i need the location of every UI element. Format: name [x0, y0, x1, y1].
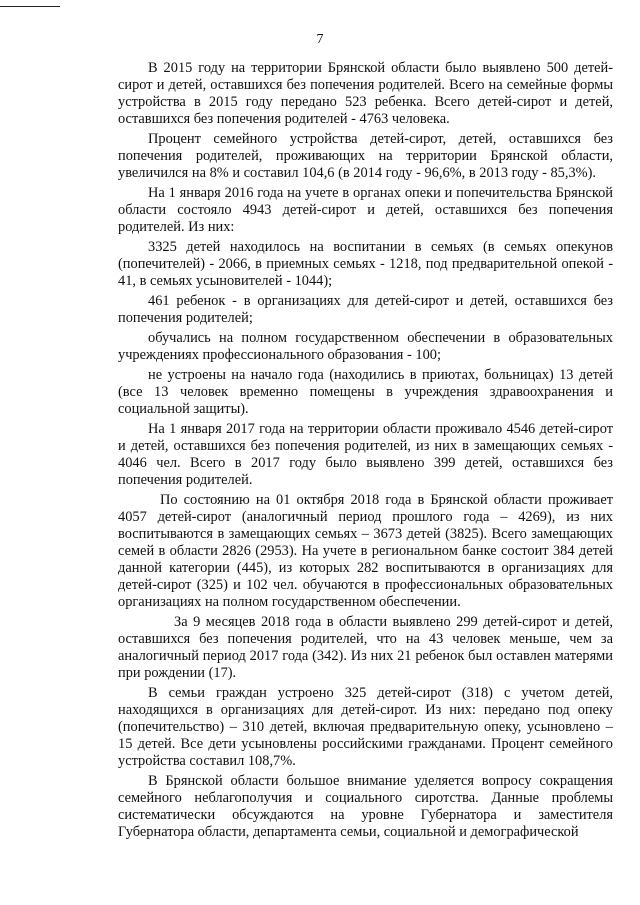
paragraph-family-placement-percent: Процент семейного устройства детей-сирот, детей, оставшихся без попечения родителей, проживающих на территории Брянской области, увеличился на 8% и составил 104,6 (в 2014 году - 96,6%, в 2013 году - 85,3%). [118, 131, 613, 181]
paragraph-in-families: 3325 детей находилось на воспитании в семьях (в семьях опекунов (попечителей) - 2066, в приемных семьях - 1218, под предварительной опекой - 41, в семьях усыновителей - 1044); [118, 239, 613, 289]
top-rule [0, 6, 60, 7]
paragraph-placed-in-families: В семьи граждан устроено 325 детей-сирот (318) с учетом детей, находящихся в организациях для детей-сирот. Из них: передано под опеку (попечительство) – 310 детей, включая предварительную опеку, усыновлено – 15 детей. Все дети усыновлены российскими гражданами. Процент семейного устройства составил 108,7%. [118, 685, 613, 769]
paragraph-2015-stats: В 2015 году на территории Брянской области было выявлено 500 детей-сирот и детей, оставшихся без попечения родителей. Всего на семейные формы устройства в 2015 году передано 523 ребенка. Всего детей-сирот и детей, оставшихся без попечения родителей - 4763 человека. [118, 60, 613, 127]
paragraph-oct-2018-stats: По состоянию на 01 октября 2018 года в Брянской области проживает 4057 детей-сирот (аналогичный период прошлого года – 4269), из них воспитываются в замещающих семьях – 3673 детей (3825). Всего замещающих семей в области 2826 (2953). На учете в региональном банке состоит 384 детей данной категории (445), из которых 282 воспитываются в организациях для детей-сирот (325) и 102 чел. обучаются в профессиональных образовательных организациях на полном государственном обеспечении. [118, 492, 613, 610]
body-text [118, 60, 613, 841]
paragraph-social-orphanhood: В Брянской области большое внимание уделяется вопросу сокращения семейного неблагополучия и социального сиротства. Данные проблемы систематически обсуждаются на уровне Губернатора и заместителя Губернатора области, департамента семьи, социальной и демографической [118, 773, 613, 840]
paragraph-2016-registry: На 1 января 2016 года на учете в органах опеки и попечительства Брянской области состояло 4943 детей-сирот и детей, оставшихся без попечения родителей. Из них: [118, 185, 613, 235]
paragraph-not-placed: не устроены на начало года (находились в приютах, больницах) 13 детей (все 13 человек временно помещены в учреждения здравоохранения и социальной защиты). [118, 367, 613, 417]
page-number: 7 [316, 32, 324, 47]
paragraph-9-months-2018: За 9 месяцев 2018 года в области выявлено 299 детей-сирот и детей, оставшихся без попечения родителей, что на 43 человек меньше, чем за аналогичный период 2017 года (342). Из них 21 ребенок был оставлен матерями при рождении (17). [118, 614, 613, 681]
paragraph-2017-stats: На 1 января 2017 года на территории области проживало 4546 детей-сирот и детей, оставшихся без попечения родителей, из них в замещающих семьях - 4046 чел. Всего в 2017 году было выявлено 399 детей, оставшихся без попечения родителей. [118, 421, 613, 488]
paragraph-in-organizations: 461 ребенок - в организациях для детей-сирот и детей, оставшихся без попечения родителей; [118, 293, 613, 326]
paragraph-state-support: обучались на полном государственном обеспечении в образовательных учреждениях профессионального образования - 100; [118, 330, 613, 363]
